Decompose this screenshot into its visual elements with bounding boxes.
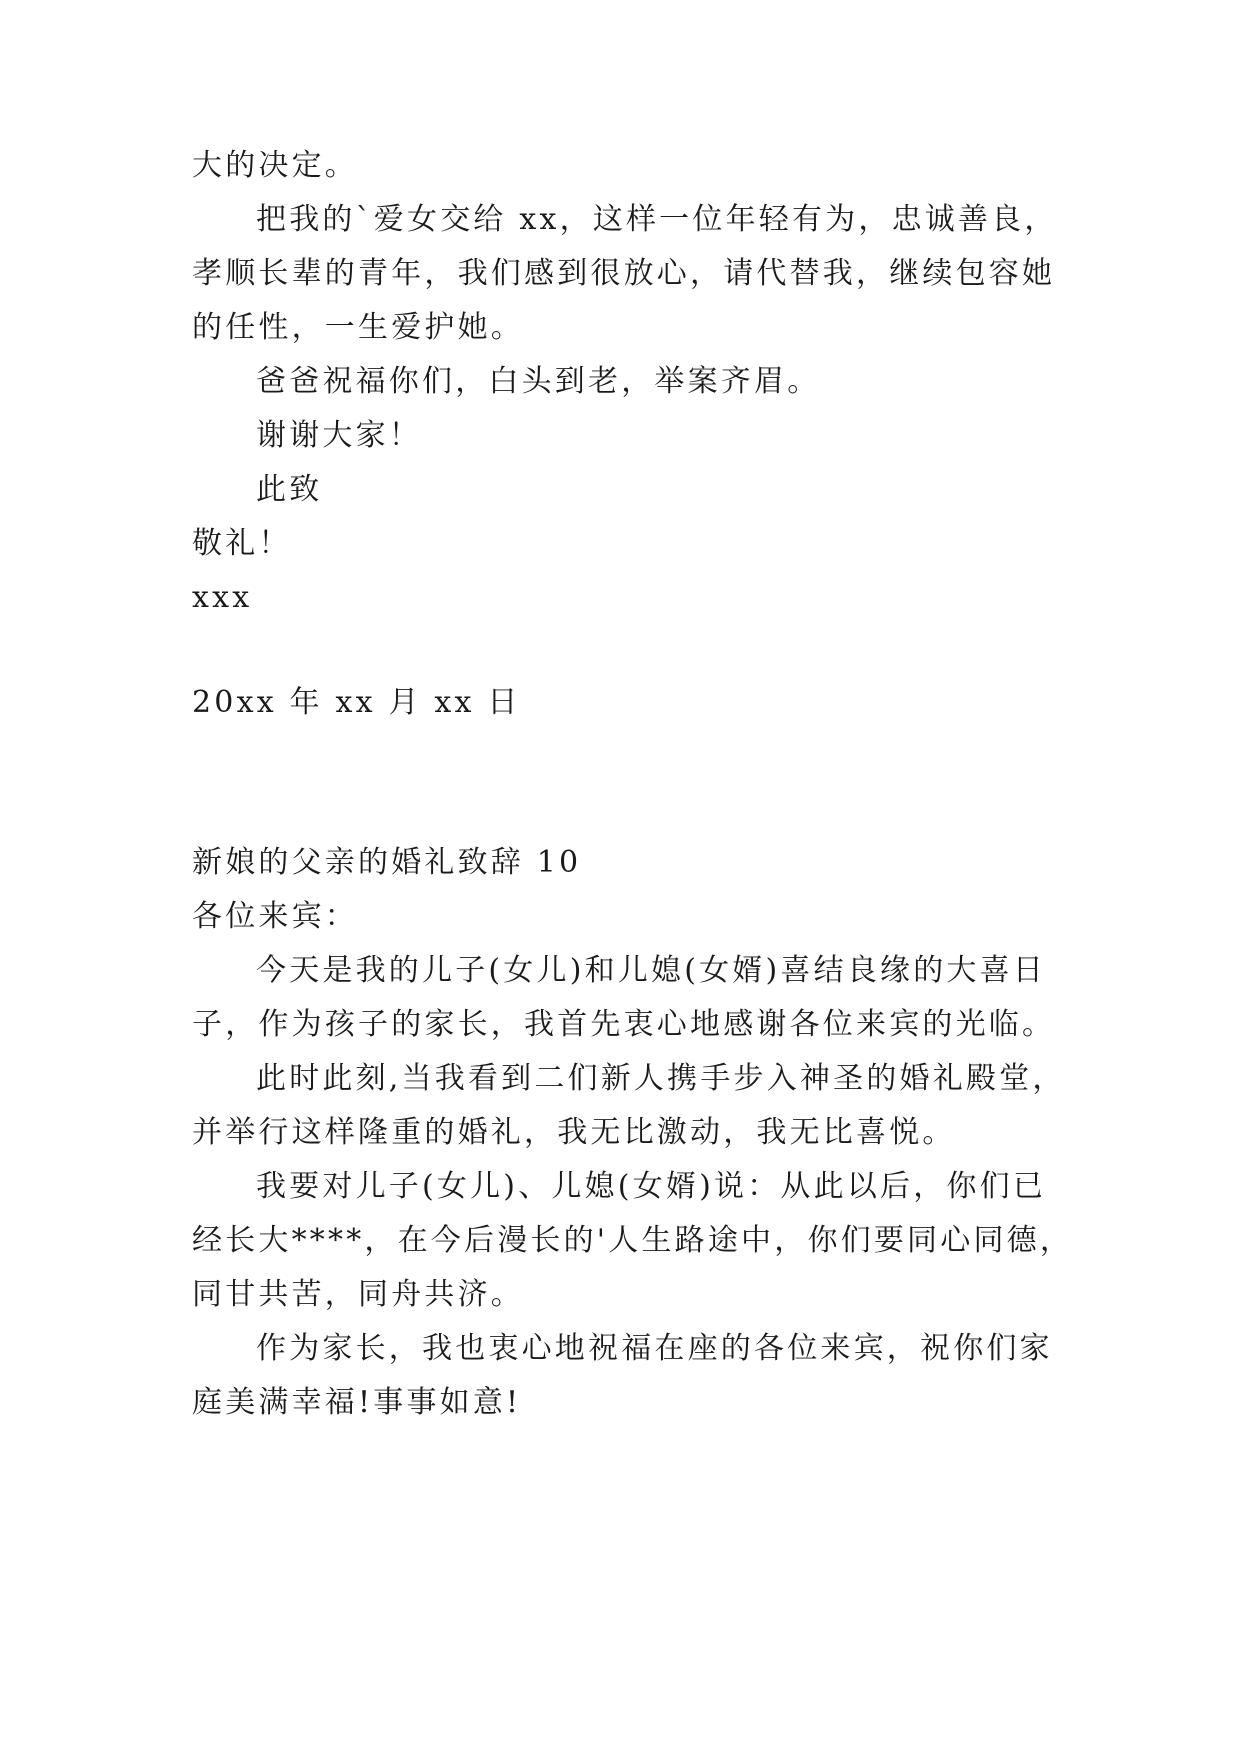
salutation: 各位来宾： <box>192 899 358 934</box>
text-line: 并举行这样隆重的婚礼，我无比激动，我无比喜悦。 <box>192 1115 956 1150</box>
text-line: 我要对儿子(女儿)、儿媳(女婿)说：从此以后，你们已 <box>256 1169 1047 1204</box>
closing-phrase: 此致 <box>256 472 323 507</box>
text-line: 此时此刻,当我看到二们新人携手步入神圣的婚礼殿堂， <box>256 1061 1066 1096</box>
section-title: 新娘的父亲的婚礼致辞 10 <box>192 845 582 880</box>
text-line: 同甘共苦，同舟共济。 <box>192 1277 524 1312</box>
text-line: 大的决定。 <box>192 148 358 183</box>
closing-salute: 敬礼！ <box>192 526 292 561</box>
text-line: 经长大****，在今后漫长的'人生路途中，你们要同心同德， <box>192 1223 1074 1258</box>
signature-date: 20xx 年 xx 月 xx 日 <box>192 685 521 720</box>
text-line: 作为家长，我也衷心地祝福在座的各位来宾，祝你们家 <box>256 1331 1053 1366</box>
text-line: 子，作为孩子的家长，我首先衷心地感谢各位来宾的光临。 <box>192 1007 1056 1042</box>
text-line: 的任性，一生爱护她。 <box>192 310 524 345</box>
signature-name: xxx <box>192 580 253 615</box>
text-line: 今天是我的儿子(女儿)和儿媳(女婿)喜结良缘的大喜日 <box>256 953 1047 988</box>
text-line: 孝顺长辈的青年，我们感到很放心，请代替我，继续包容她 <box>192 256 1056 291</box>
text-line: 谢谢大家！ <box>256 418 422 453</box>
text-line: 把我的`爱女交给 xx，这样一位年轻有为，忠诚善良， <box>256 202 1058 237</box>
text-line: 庭美满幸福!事事如意! <box>192 1385 522 1420</box>
text-line: 爸爸祝福你们，白头到老，举案齐眉。 <box>256 364 821 399</box>
